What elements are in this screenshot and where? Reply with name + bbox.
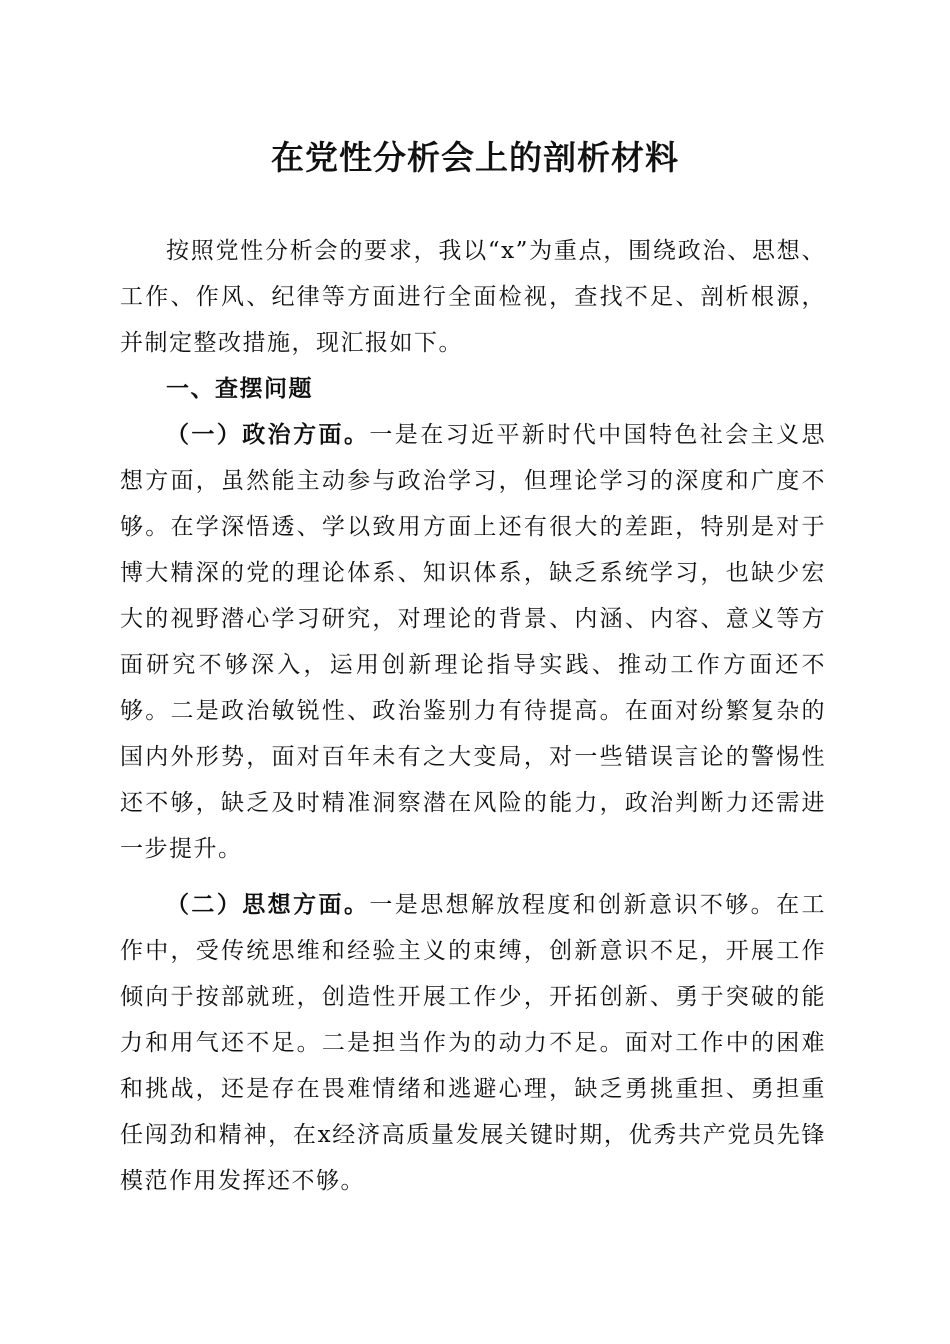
- document-body: [120, 228, 826, 1204]
- subsection-text-ideological: 一是思想解放程度和创新意识不够。在工作中，受传统思维和经验主义的束缚，创新意识不足，开展工作倾向于按部就班，创造性开展工作少，开拓创新、勇于突破的能力和用气还不足。二是担当作为的动力不足。面对工作中的困难和挑战，还是存在畏难情绪和逃避心理，缺乏勇挑重担、勇担重任闯劲和精神，在x经济高质量发展关键时期，优秀共产党员先锋模范作用发挥还不够。: [120, 892, 827, 1194]
- subsection-text-political: 一是在习近平新时代中国特色社会主义思想方面，虽然能主动参与政治学习，但理论学习的深度和广度不够。在学深悟透、学以致用方面上还有很大的差距，特别是对于博大精深的党的理论体系、知识体系，缺乏系统学习，也缺少宏大的视野潜心学习研究，对理论的背景、内涵、内容、意义等方面研究不够深入，运用创新理论指导实践、推动工作方面还不够。二是政治敏锐性、政治鉴别力有待提高。在面对纷繁复杂的国内外形势，面对百年未有之大变局，对一些错误言论的警惕性还不够，缺乏及时精准洞察潜在风险的能力，政治判断力还需进一步提升。: [120, 422, 827, 862]
- subsection-title-ideological: （二）思想方面。: [166, 891, 370, 918]
- intro-paragraph: 按照党性分析会的要求，我以“x”为重点，围绕政治、思想、工作、作风、纪律等方面进行全面检视，查找不足、剖析根源，并制定整改措施，现汇报如下。: [120, 238, 826, 356]
- subsection-title-political: （一）政治方面。: [166, 421, 370, 448]
- subsection-ideological: [120, 882, 826, 1204]
- section-heading-problems: 一、查摆问题: [166, 376, 313, 402]
- document-title: 在党性分析会上的剖析材料: [271, 138, 679, 177]
- subsection-political: [120, 412, 826, 872]
